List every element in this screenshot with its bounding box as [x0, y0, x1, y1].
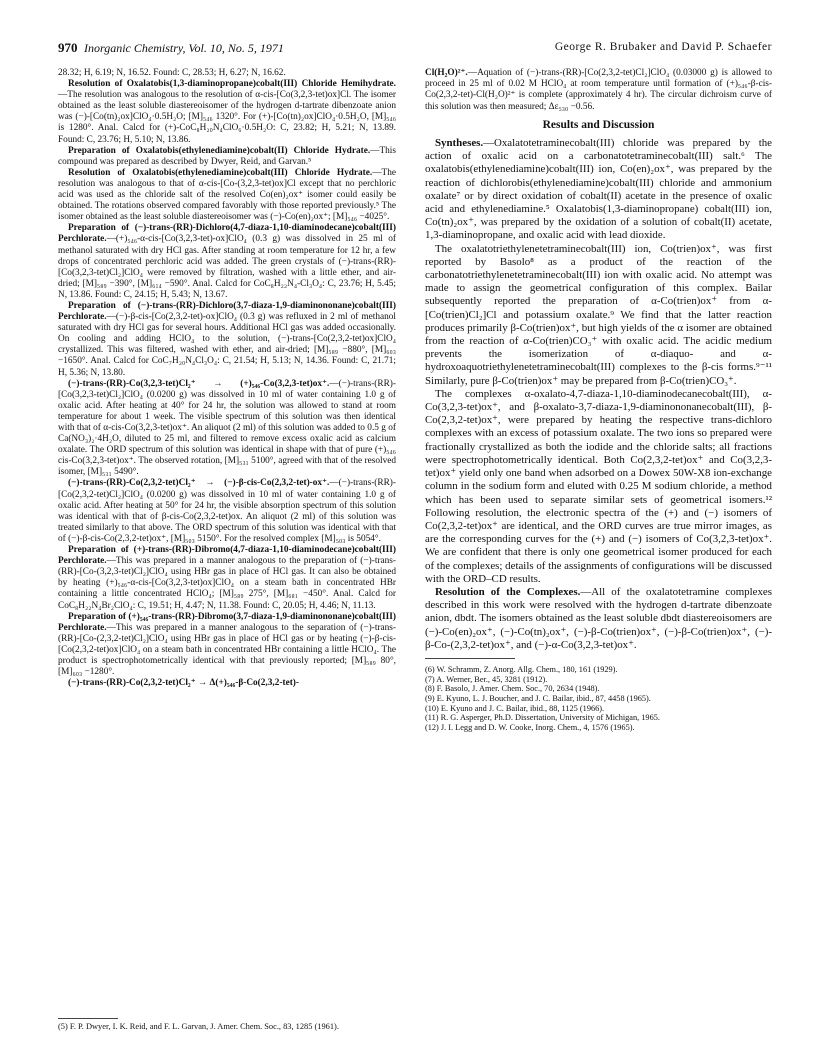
- paragraph: [58, 379, 396, 479]
- section-title: Resolution of Oxalatobis(1,3-diaminopropane)cobalt(III) Chloride Hemihydrate.: [68, 79, 396, 90]
- section-title: Preparation of (−)-trans-(RR)-Dichloro(3,7-diaza-1,9-diaminononane)cobalt(III) Perchlorate.: [58, 300, 396, 323]
- section-title: (−)-trans-(RR)-Co(2,3,2-tet)Cl₂⁺ → Δ(+)₅₄₆-β-Co(2,3,2-tet)-: [68, 678, 299, 689]
- section-title: Cl(H₂O)²⁺.: [425, 68, 468, 78]
- footnote: (5) F. P. Dwyer, I. K. Reid, and F. L. Garvan, J. Amer. Chem. Soc., 83, 1285 (1961).: [58, 1022, 339, 1031]
- section-title: Preparation of (+)-trans-(RR)-Dibromo(4,7-diaza-1,10-diaminodecane)cobalt(III) Perchlorate.: [58, 545, 396, 567]
- paragraph: 28.32; H, 6.19; N, 16.52. Found: C, 28.53; H, 6.27; N, 16.62.: [58, 68, 286, 78]
- section-title: Preparation of (+)₅₄₆-trans-(RR)-Dibromo(3,7-diaza-1,9-diaminononane)cobalt(III) Perchlorate.: [58, 611, 396, 633]
- paragraph: [425, 68, 772, 113]
- paragraph: [58, 301, 396, 379]
- paragraph: The oxalatotriethylenetetraminecobalt(III) ion, Co(trien)ox⁺, was first reported by Basolo⁸ as a product of the reaction of the carbonatotriethylenetetraminecobalt(III) ion with oxalic acid. No attempt was made to assign the geometrical configuration of this complex. Bailar subsequently reported the preparation of α-Co(trien)ox⁺ from α-[Co(trien)Cl₂]Cl and potassium oxalate.⁹ We find that the latter reaction produces primarily β-Co(trien)ox⁺, but high yields of the α isomer are obtained from the reaction of α-Co(trien)CO₃⁺ with oxalic acid. The acidic medium prevents the isomerization of α-diaquo- and α-hydroxoaquotriethylenetetraminecobalt(III) complexes to the β-cis forms.⁹⁻¹¹ Similarly, pure β-Co(trien)ox⁺ may be prepared from β-Co(trien)CO₃⁺.: [425, 242, 772, 387]
- paragraph-body: —The resolution was analogous to the resolution of α-cis-[Co(3,2,3-tet)ox]Cl. The isomer obtained as the least soluble diastereoisomer of the hydrogen d-tartrate dibenzoate anion was (−)-[Co(tn)₂ox]ClO₄·0.5H₂O; [M]₅₄₆ 1320°. For (+)-[Co(tn)₂ox]ClO₄·0.5H₂O, [M]₅₄₆ is 1280°. Anal. Calcd for (+)-CoC₈H₂₀N₄ClO₆·0.5H₂O: C, 23.82; H, 5.21; N, 13.89. Found: C, 23.76; H, 5.10; N, 13.86.: [58, 90, 396, 145]
- section-title: Preparation of (−)-trans-(RR)-Dichloro(4,7-diaza-1,10-diaminodecane)cobalt(III) Perchlorate.: [58, 223, 396, 245]
- reference-item: (11) R. G. Asperger, Ph.D. Dissertation, University of Michigan, 1965.: [425, 713, 660, 723]
- reference-item: (10) E. Kyuno and J. C. Bailar, ibid., 88, 1125 (1966).: [425, 703, 605, 713]
- paragraph: [58, 223, 396, 301]
- section-title: (−)-trans-(RR)-Co(3,2,3-tet)Cl₂⁺ → (+)₅₄₆-Co(3,2,3-tet)ox⁺.: [68, 378, 330, 389]
- reference-list: [425, 665, 772, 733]
- reference-item: (8) F. Basolo, J. Amer. Chem. Soc., 70, 2634 (1948).: [425, 684, 600, 694]
- section-title: Preparation of Oxalatobis(ethylenediamine)cobalt(II) Chloride Hydrate.: [68, 145, 371, 156]
- section-heading: Results and Discussion: [542, 118, 655, 131]
- paragraph-body: —The resolution was analogous to that of α-cis-[Co-(3,2,3-tet)ox]Cl except that no perchloric acid was used as the chloride salt of the resolved Co(en)₂ox⁺ isomer could easily be obtained. The rotations observed compared favorably with those reported previously.⁵ The isomer obtained as the least soluble diastereoisomer was (−)-Co(en)₂ox⁺; [M]₅₄₆ −4025°.: [58, 167, 396, 223]
- paragraph-body: —All of the oxalatotetramine complexes described in this work were resolved with the hydrogen d-tartrate dibenzoate anion, dbdt. The isomers obtained as the least soluble dbdt diastereoisomers are (−)-Co(en)₂ox⁺, (−)-Co(tn)₂ox⁺, (−)-β-Co(trien)ox⁺, (−)-β-Co(trien)ox⁺, (−)-β-Co-(2,3,2-tet)ox⁺, and (−)-α-Co(3,2,3-tet)ox⁺.: [425, 585, 772, 651]
- paragraph: [425, 586, 772, 652]
- references-divider: [425, 658, 515, 659]
- section-title: Resolution of the Complexes.: [435, 585, 581, 598]
- paragraph-body: —(−)-trans-(RR)-[Co(2,3,2-tet)Cl₂]ClO₄ (0.0200 g) was dissolved in 10 ml of water containing 1.0 g of oxalic acid. After heating at 50° for 24 hr, the visible absorption spectrum of this solution was identical with that of β-cis-Co(2,3,2-tet)ox. An aliquot (2 ml) of this solution was treated similarly to that above. The ORD spectrum of this solution was identical with that of (−)-β-cis-Co(2,3,2-tet)ox⁺, [M]₅₀₃ 5150°. For the resolved complex [M]₅₀₃ is 5054°.: [58, 478, 396, 544]
- reference-item: (9) E. Kyuno, L. J. Boucher, and J. C. Bailar, ibid., 87, 4458 (1965).: [425, 694, 651, 704]
- journal-title: Inorganic Chemistry, Vol. 10, No. 5, 1971: [84, 41, 284, 55]
- paragraph-body: —Oxalatotetraminecobalt(III) chloride was prepared by the action of oxalic acid on a carbonatotetraminecobalt(III) salt.⁶ The oxalatobis(ethylenediamine)cobalt(III) ion, Co(en)₂ox⁺, was prepared by the reaction of dichlorobis(ethylenediamine)cobalt(III) chloride and ammonium oxalate⁷ or by direct oxidation of cobalt(II) acetate in the presence of oxalic acid and ethylenediamine.⁵ Oxalatobis(1,3-diaminopropane) cobalt(III) ion, Co(tn)₂ox⁺, was prepared by the oxidation of a solution of cobalt(II) acetate, 1,3-diaminopropane, and oxalic acid with lead dioxide.: [425, 137, 772, 242]
- paragraph-body: —(+)₅₄₆-α-cis-[Co(3,2,3-tet)-ox]ClO₄ (0.3 g) was dissolved in 25 ml of methanol saturated with dry HCl gas. After standing at room temperature for 12 hr, a few drops of concentrated perchloric acid was added. The green crystals of (−)-trans-(RR)-[Co(3,2,3-tet)Cl₂]ClO₄ were removed by filtration, washed with a little ether, and air-dried; [M]₅₈₉ −390°, [M]₆₁₄ −590°. Anal. Calcd for CoC₈H₂₂N₄-Cl₃O₄: C, 23.76; H, 5.45; N, 13.86. Found: C, 24.15; H, 5.43; N, 13.67.: [58, 234, 396, 300]
- paragraph: [58, 146, 396, 168]
- paragraph-body: —This was prepared in a manner analogous to the preparation of (−)-trans-(RR)-[Co-(3,2,3-tet)Cl₂]ClO₄ using HBr gas in place of HCl gas. It can also be obtained by heating (+)₅₄₆-α-cis-[Co(3,2,3-tet)ox]ClO₄ on a steam bath in concentrated HBr containing a little concentrated HClO₄; [M]₅₈₉ 275°, [M]₆₈₁ −450°. Anal. Calcd for CoC₈H₂₂N₄Br₂ClO₄: C, 19.51; H, 4.47; N, 11.38. Found: C, 20.05; H, 4.46; N, 11.13.: [58, 556, 396, 611]
- footnote-divider: [58, 1018, 118, 1019]
- section-title: Syntheses.: [435, 137, 484, 150]
- paragraph-body: —This was prepared in a manner analogous to the separation of (−)-trans-(RR)-[Co-(2,3,2-tet)Cl₂]ClO₄ using HBr gas in place of HCl gas or by heating (−)-β-cis-[Co(2,3,2-tet)ox]ClO₄ on a steam bath in concentrated HBr containing a little HClO₄. The product is spectrophotometrically identical with that previously reported; [M]₅₈₉ 80°, [M]₆₀₃ −1280°.: [58, 622, 396, 678]
- section-title: (−)-trans-(RR)-Co(2,3,2-tet)Cl₂⁺ → (−)-β-cis-Co(2,3,2-tet)-ox⁺.: [68, 478, 330, 489]
- paragraph: [58, 612, 396, 679]
- right-column: [425, 68, 772, 733]
- paragraph: [58, 478, 396, 545]
- page-header: [58, 40, 772, 62]
- paragraph: [58, 545, 396, 612]
- reference-item: (6) W. Schramm, Z. Anorg. Allg. Chem., 180, 161 (1929).: [425, 664, 618, 674]
- paragraph: [58, 168, 396, 223]
- paragraph: [425, 137, 772, 243]
- left-column: [58, 68, 396, 689]
- paragraph-body: —This compound was prepared as described by Dwyer, Reid, and Garvan.⁵: [58, 145, 396, 167]
- paragraph: [58, 678, 396, 689]
- running-authors: George R. Brubaker and David P. Schaefer: [554, 41, 772, 53]
- page-number: 970: [58, 40, 78, 55]
- paragraph-body: —Aquation of (−)-trans-(RR)-[Co(2,3,2-tet)Cl₂]ClO₄ (0.03000 g) is allowed to proceed in 25 ml of 0.02 M HClO₄ at room temperature until formation of (+)₅₄₆-β-cis-Co(2,3,2-tet)-Cl(H₂O)²⁺ is complete (approximately 4 hr). The circular dichroism curve of this solution was then measured; Δε₅₃₀ −0.56.: [425, 68, 772, 112]
- paragraph-body: —(−)-trans-(RR)-[Co(3,2,3-tet)Cl₂]ClO₄ (0.0200 g) was dissolved in 10 ml of water containing 1.0 g of oxalic acid. After heating at 40° for 24 hr, the solution was allowed to stand at room temperature for about 1 week. The visible spectrum of this solution was then identical with that of α-cis-Co(3,2,3-tet)ox⁺. An aliquot (2 ml) of this solution was added to 0.5 g of Ca(NO₃)₂·4H₂O, diluted to 25 ml, and filtered to remove excess oxalic acid as calcium oxalate. The ORD spectrum of this solution was identical in shape with that of pure (+)₅₄₆ cis-Co(3,2,3-tet)ox⁺. The observed rotation, [M]₅₃₁ 5100°, agreed with that of the resolved isomer, [M]₅₃₁ 5490°.: [58, 378, 396, 478]
- paragraph: The complexes α-oxalato-4,7-diaza-1,10-diaminodecanecobalt(III), α-Co(3,2,3-tet)ox⁺, and β-oxalato-3,7-diaza-1,9-diaminononanecobalt(III), β-Co(2,3,2-tet)ox⁺, were prepared by heating the respective trans-dichloro complexes with an excess of potassium oxalate. The two ions so prepared were fractionally crystallized as both the iodide and the chloride salts; all fractions were spectrophotometrically identical. Both Co(2,3,2-tet)ox⁺ and Co(3,2,3-tet)ox⁺ yield only one band when adsorbed on a Dowex 50W-X8 ion-exchange column in the sodium form and eluted with 0.25 M sodium chloride, a method which has been used to separate similar sets of geometrical isomers.¹² Following resolution, the electronic spectra of the (+) and (−) isomers of Co(2,3,2-tet)ox⁺ are identical, and the ORD curves are true mirror images, as are the corresponding curves for the (+) and (−) isomers of Co(3,2,3-tet)ox⁺. We are confident that there is only one geometrical isomer produced for each of the complexes; details of the assignments of configurations will be discussed with the ORD–CD results.: [425, 387, 772, 585]
- paragraph-body: —(−)-β-cis-[Co(2,3,2-tet)-ox]ClO₄ (0.3 g) was refluxed in 2 ml of methanol saturated with dry HCl gas for several hours. Additional HCl gas was added occasionally. On cooling and adding HClO₄ to the solution, (−)-trans-[Co(2,3,2-tet)ox]ClO₄ crystallized. This was filtered, washed with ether, and air-dried; [M]₅₈₉ −880°, [M]₆₀₃ −1650°. Anal. Calcd for CoC₇H₂₀N₄Cl₃O₄: C, 21.54; H, 5.13; N, 14.36. Found: C, 21.71; H, 5.36; N, 13.80.: [58, 312, 396, 378]
- reference-item: (12) J. I. Legg and D. W. Cooke, Inorg. Chem., 4, 1576 (1965).: [425, 723, 635, 733]
- paragraph: [58, 79, 396, 146]
- section-title: Resolution of Oxalatobis(ethylenediamine)cobalt(III) Chloride Hydrate.: [68, 167, 373, 178]
- reference-item: (7) A. Werner, Ber., 45, 3281 (1912).: [425, 674, 548, 684]
